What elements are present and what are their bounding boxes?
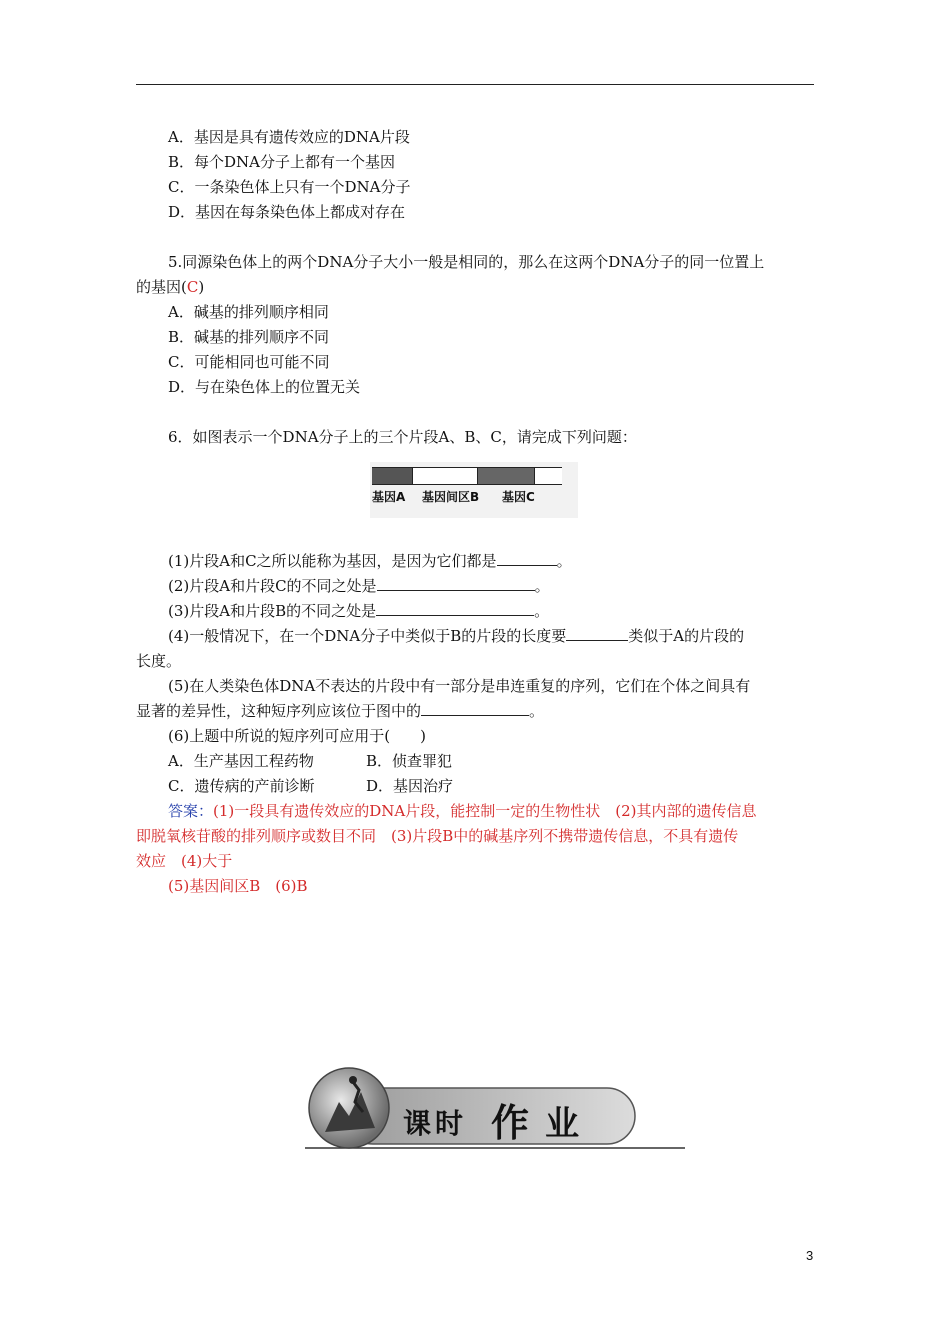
q6-sub6-option-a: A．生产基因工程药物 — [168, 752, 314, 770]
q5-option-b: B．碱基的排列顺序不同 — [168, 328, 330, 346]
q6-sub6-option-d: D．基因治疗 — [366, 777, 454, 795]
banner-text-ye: 业 — [545, 1104, 579, 1144]
q6-sub4 — [168, 626, 744, 646]
q4-option-b: B．每个DNA分子上都有一个基因 — [168, 153, 396, 171]
q6-sub3 — [168, 601, 549, 621]
q6-sub5-end: 。 — [529, 702, 545, 720]
q5-option-d: D．与在染色体上的位置无关 — [168, 378, 361, 396]
q6-sub4-blank[interactable] — [566, 626, 628, 641]
q5-answer: C — [186, 278, 199, 296]
lesson-banner — [305, 1062, 685, 1152]
q6-sub4-text: (4)一般情况下，在一个DNA分子中类似于B的片段的长度要 — [168, 627, 567, 645]
q6-sub6-options-row2 — [168, 776, 453, 796]
answer-line4: (5)基因间区B (6)B — [168, 877, 308, 895]
gene-a-label: 基因A — [372, 490, 406, 504]
gene-c-label: 基因C — [502, 490, 535, 504]
q6-sub1 — [168, 551, 572, 571]
dna-tail-segment — [534, 468, 562, 484]
q6-sub6: (6)上题中所说的短序列可应用于( ) — [168, 727, 426, 745]
q6-sub2-text: (2)片段A和片段C的不同之处是 — [168, 577, 377, 595]
q5-stem-suffix: ) — [198, 278, 205, 296]
q6-sub3-end: 。 — [534, 602, 550, 620]
q6-sub1-end: 。 — [556, 552, 572, 570]
q5-stem-line1: 5.同源染色体上的两个DNA分子大小一般是相同的，那么在这两个DNA分子的同一位置上 — [168, 253, 765, 271]
q4-option-c: C．一条染色体上只有一个DNA分子 — [168, 178, 411, 196]
q6-sub5-blank[interactable] — [421, 701, 529, 716]
dna-bottom-line — [372, 484, 562, 485]
q6-sub5-line1: (5)在人类染色体DNA不表达的片段中有一部分是串连重复的序列，它们在个体之间具有 — [168, 677, 751, 695]
answer-label: 答案： — [168, 802, 214, 820]
answer-line3: 效应 (4)大于 — [136, 852, 233, 870]
q6-sub1-blank[interactable] — [497, 551, 557, 566]
q6-sub5-text: 显著的差异性，这种短序列应该位于图中的 — [136, 702, 422, 720]
q5-option-a: A．碱基的排列顺序相同 — [168, 303, 329, 321]
q6-sub1-text: (1)片段A和C之所以能称为基因，是因为它们都是 — [168, 552, 497, 570]
banner-text-keshi: 课时 — [403, 1107, 468, 1140]
q6-sub3-text: (3)片段A和片段B的不同之处是 — [168, 602, 377, 620]
q6-sub5-line2 — [136, 701, 544, 721]
q6-sub2 — [168, 576, 550, 596]
banner-text-zuo: 作 — [491, 1101, 530, 1145]
q6-sub4-line2: 长度。 — [136, 652, 182, 670]
q4-option-d: D．基因在每条染色体上都成对存在 — [168, 203, 406, 221]
page-number: 3 — [806, 1248, 814, 1263]
answer-text1: (1)一段具有遗传效应的DNA片段，能控制一定的生物性状 (2)其内部的遗传信息 — [213, 802, 757, 820]
dna-segment-figure — [370, 462, 578, 518]
q5-stem-prefix: 的基因( — [136, 278, 187, 296]
q6-stem: 6．如图表示一个DNA分子上的三个片段A、B、C，请完成下列问题： — [168, 428, 637, 446]
q6-sub4-text2: 类似于A的片段的 — [628, 627, 745, 645]
answer-line2: 即脱氧核苷酸的排列顺序或数目不同 (3)片段B中的碱基序列不携带遗传信息，不具有遗传 — [136, 827, 739, 845]
q5-stem-line2 — [136, 277, 204, 297]
q4-option-a: A．基因是具有遗传效应的DNA片段 — [168, 128, 410, 146]
answer-line1 — [168, 801, 757, 821]
q6-sub2-end: 。 — [534, 577, 550, 595]
q5-option-c: C．可能相同也可能不同 — [168, 353, 330, 371]
intergenic-b-segment — [412, 468, 478, 484]
q6-sub6-options-row1 — [168, 751, 452, 771]
gene-c-segment — [478, 468, 534, 484]
intergenic-b-label: 基因间区B — [422, 490, 480, 504]
q6-sub3-blank[interactable] — [376, 601, 534, 616]
q6-sub6-option-c: C．遗传病的产前诊断 — [168, 777, 315, 795]
gene-a-segment — [372, 468, 412, 484]
q6-sub6-option-b: B．侦查罪犯 — [366, 752, 453, 770]
q6-sub2-blank[interactable] — [377, 576, 535, 591]
header-rule — [136, 84, 814, 85]
